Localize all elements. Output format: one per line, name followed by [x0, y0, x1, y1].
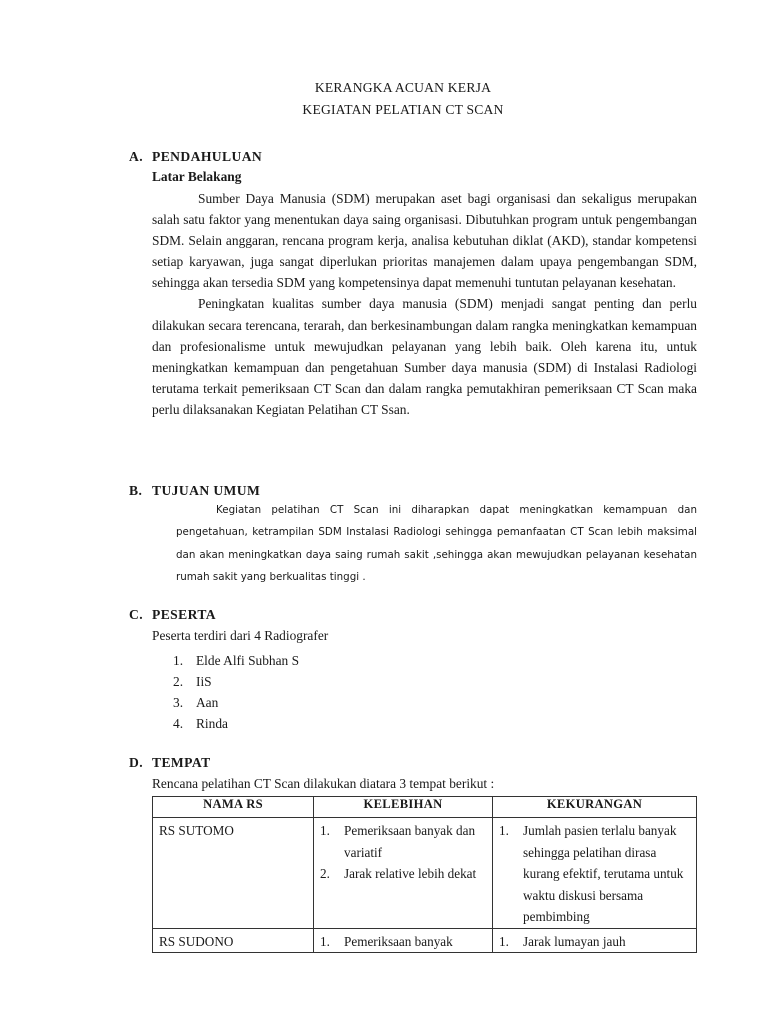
cell-kelebihan [314, 818, 493, 929]
list-item [499, 820, 690, 928]
cell-hospital-name: RS SUDONO [153, 928, 314, 953]
section-a-body [152, 188, 697, 420]
list-number: 1. [173, 653, 184, 668]
list-number: 1. [499, 823, 509, 838]
section-letter: A. [129, 149, 144, 164]
list-text: Pemeriksaan banyak dan variatif [344, 823, 476, 860]
cell-kelebihan [314, 928, 493, 953]
list-number: 1. [499, 933, 509, 949]
list-item [320, 820, 486, 863]
section-title: TUJUAN UMUM [152, 483, 261, 498]
section-b-body [176, 499, 697, 588]
column-header-nama-rs: NAMA RS [153, 797, 314, 818]
list-text: Jarak lumayan jauh [523, 933, 626, 949]
hospital-comparison-table [152, 796, 697, 953]
list-item [320, 863, 486, 885]
section-title: PESERTA [152, 607, 217, 622]
document-title [0, 77, 768, 121]
section-letter: D. [129, 755, 144, 770]
list-text: Jumlah pasien terlalu banyak sehingga pelatihan dirasa kurang efektif, terutama untuk waktu diskusi bersama pembimbing [523, 823, 684, 924]
column-header-kelebihan: KELEBIHAN [314, 797, 493, 818]
list-number: 2. [320, 866, 330, 881]
section-b-heading [129, 483, 260, 499]
list-number: 3. [173, 695, 184, 710]
list-number: 1. [320, 933, 330, 949]
cell-hospital-name: RS SUTOMO [153, 818, 314, 929]
list-item [320, 931, 486, 953]
title-line-2: KEGIATAN PELATIAN CT SCAN [302, 102, 504, 117]
participants-list [152, 650, 299, 734]
list-item [152, 671, 299, 692]
list-number: 1. [320, 823, 330, 838]
section-c-heading [129, 607, 216, 623]
cell-kekurangan [493, 928, 697, 953]
subheading-latar-belakang: Latar Belakang [152, 169, 242, 184]
list-number: 2. [173, 674, 184, 689]
paragraph: Kegiatan pelatihan CT Scan ini diharapkan dapat meningkatkan kemampuan dan pengetahuan, ketrampilan SDM Instalasi Radiologi sehingga pemanfaatan CT Scan lebih maksimal dan akan meningkatkan daya saing rumah sakit ,sehingga akan mewujudkan pelayanan kesehatan rumah sakit yang berkualitas tinggi . [176, 504, 697, 583]
participant-name: Rinda [196, 716, 228, 731]
section-letter: C. [129, 607, 144, 622]
list-item [499, 931, 690, 953]
participant-name: Aan [196, 695, 219, 710]
paragraph: Sumber Daya Manusia (SDM) merupakan aset bagi organisasi dan sekaligus merupakan salah satu faktor yang menentukan daya saing organisasi. Dibutuhkan program untuk pengembangan SDM. Selain anggaran, rencana program kerja, analisa kebutuhan diklat (AKD), standar kompetensi setiap karyawan, juga sangat diperlukan prioritas manajemen dalam upaya pengembangan SDM, sehingga akan tersedia SDM yang kompetensinya dapat memenuhi tuntutan pelayanan kesehatan. [152, 191, 697, 291]
list-number: 4. [173, 716, 184, 731]
section-d-heading [129, 755, 211, 771]
table-header-row [153, 797, 697, 818]
list-item [152, 692, 299, 713]
column-header-kekurangan: KEKURANGAN [493, 797, 697, 818]
participants-intro: Peserta terdiri dari 4 Radiografer [152, 628, 329, 643]
list-item [152, 713, 299, 734]
list-item [152, 650, 299, 671]
section-letter: B. [129, 483, 143, 498]
title-line-1: KERANGKA ACUAN KERJA [314, 80, 492, 95]
section-title: TEMPAT [152, 755, 211, 770]
section-a-heading [129, 149, 262, 165]
table-row [153, 928, 697, 953]
participant-name: IiS [196, 674, 212, 689]
table-row [153, 818, 697, 929]
section-title: PENDAHULUAN [152, 149, 263, 164]
paragraph: Peningkatan kualitas sumber daya manusia (SDM) menjadi sangat penting dan perlu dilakukan secara terencana, terarah, dan berkesinambungan dalam rangka meningkatkan kemampuan dan profesionalisme untuk mewujudkan pelayanan yang lebih baik. Oleh karena itu, untuk meningkatkan kemampuan dan pengetahuan Sumber daya manusia (SDM) di Instalasi Radiologi terutama terkait pemeriksaan CT Scan dan dalam rangka pemutakhiran pemeriksaan CT Scan maka perlu dilaksanakan Kegiatan Pelatihan CT Ssan. [152, 296, 697, 417]
list-text: Pemeriksaan banyak [344, 933, 453, 949]
cell-kekurangan [493, 818, 697, 929]
participant-name: Elde Alfi Subhan S [196, 653, 300, 668]
location-intro: Rencana pelatihan CT Scan dilakukan diatara 3 tempat berikut : [152, 776, 495, 791]
list-text: Jarak relative lebih dekat [344, 866, 477, 881]
